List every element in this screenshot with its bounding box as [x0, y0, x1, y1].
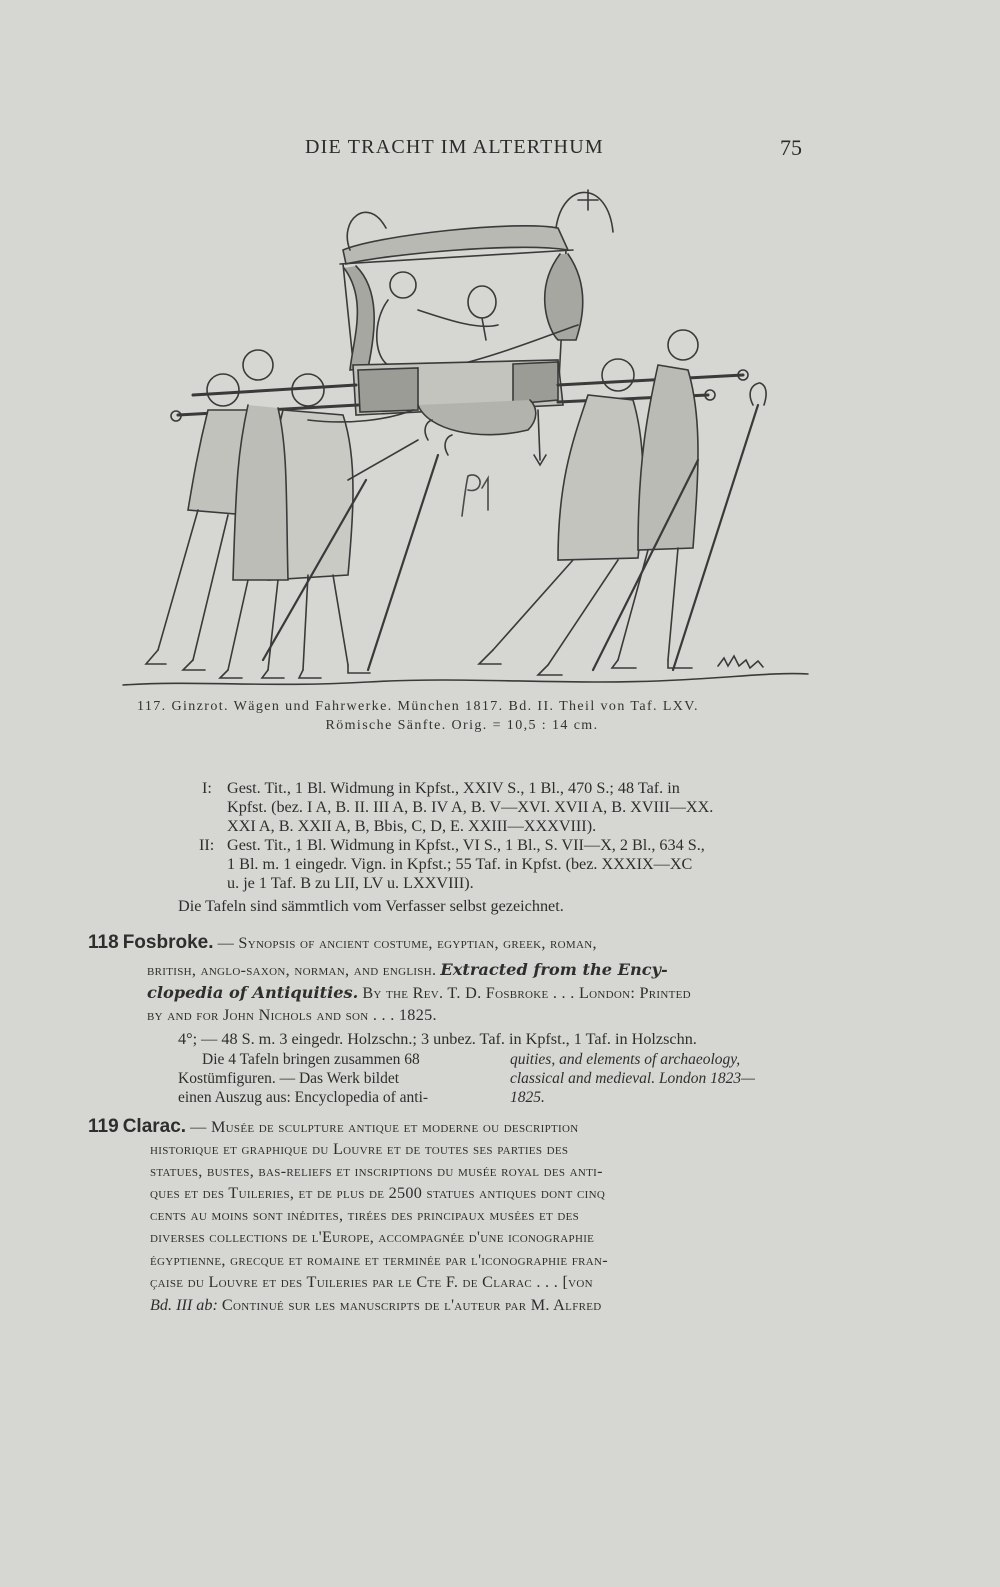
note-line: classical and medieval. London 1823— — [510, 1070, 755, 1087]
vol1-label: I: — [202, 779, 212, 797]
pencil-annotation-graphic — [456, 470, 496, 518]
entry-number: 119 — [88, 1116, 119, 1137]
collation-line: Gest. Tit., 1 Bl. Widmung in Kpfst., VI S., 1 Bl., S. VII—X, 2 Bl., 634 S., — [227, 836, 705, 854]
caption-line: 117. Ginzrot. Wägen und Fahrwerke. München 1817. Bd. II. Theil von Taf. LXV. — [137, 699, 699, 714]
entry-title-line: çaise du Louvre et des Tuileries par le Cte F. de Clarac . . . [von — [150, 1273, 593, 1291]
entry-title-line: historique et graphique du Louvre et de toutes ses parties des — [150, 1140, 569, 1158]
blackletter-title: clopedia of Antiquities. — [147, 983, 359, 1002]
entry-118-line3 — [147, 983, 691, 1003]
collation-line: 4°; — 48 S. m. 3 eingedr. Holzschn.; 3 unbez. Taf. in Kpfst., 1 Taf. in Holzschn. — [178, 1030, 697, 1048]
note-line: Kostümfiguren. — Das Werk bildet — [178, 1070, 400, 1087]
figure-caption — [137, 697, 827, 735]
collation-line: u. je 1 Taf. B zu LII, LV u. LXXVIII). — [227, 874, 474, 892]
plates-note: Die Tafeln sind sämmtlich vom Verfasser selbst gezeichnet. — [178, 897, 564, 915]
entry-119-last-line — [150, 1296, 602, 1315]
volume-note: Bd. III ab: — [150, 1296, 218, 1314]
entry-title-line: — Synopsis of ancient costume, egyptian, greek, roman, — [217, 934, 597, 952]
collation-line: Kpfst. (bez. I A, B. II. III A, B. IV A, B. V—XVI. XVII A, B. XVIII—XX. — [227, 798, 714, 816]
litter-engraving — [118, 180, 818, 700]
note-line: quities, and elements of archaeology, — [510, 1051, 741, 1068]
entry-title-line: by and for John Nichols and son . . . 1825. — [147, 1006, 437, 1024]
vol2-label: II: — [199, 836, 215, 854]
entry-author: Fosbroke. — [122, 932, 214, 953]
entry-title-line: Continué sur les manuscripts de l'auteur par M. Alfred — [221, 1296, 602, 1314]
note-line: 1825. — [510, 1089, 545, 1106]
entry-title-line: british, anglo-saxon, norman, and english. — [147, 961, 437, 979]
page-header — [0, 136, 1000, 170]
collation-line: 1 Bl. m. 1 eingedr. Vign. in Kpfst.; 55 Taf. in Kpfst. (bez. XXXIX—XC — [227, 855, 693, 873]
entry-title-line: By the Rev. T. D. Fosbroke . . . London: Printed — [362, 984, 691, 1002]
entry-title-line: statues, bustes, bas-reliefs et inscriptions du musée royal des anti- — [150, 1162, 603, 1180]
entry-title-line: ques et des Tuileries, et de plus de 2500 statues antiques dont cinq — [150, 1184, 606, 1202]
entry-number: 118 — [88, 932, 119, 953]
running-title: DIE TRACHT IM ALTERTHUM — [305, 136, 604, 158]
entry-title-line: égyptienne, grecque et romaine et terminée par l'iconographie fran- — [150, 1251, 608, 1269]
entry-119-heading — [88, 1117, 579, 1137]
collation-line: XXI A, B. XXII A, B, Bbis, C, D, E. XXIII—XXXVIII). — [227, 817, 597, 835]
blackletter-title: Extracted from the Ency- — [440, 960, 668, 979]
entry-title-line: — Musée de sculpture antique et moderne ou description — [190, 1118, 579, 1136]
entry-author: Clarac. — [122, 1116, 187, 1137]
entry-118-heading — [88, 933, 597, 953]
entry-title-line: diverses collections de l'Europe, accompagnée d'une iconographie — [150, 1228, 595, 1246]
note-line: einen Auszug aus: Encyclopedia of anti- — [178, 1089, 429, 1106]
entry-title-line: cents au moins sont inédites, tirées des principaux musées et des — [150, 1206, 580, 1224]
collation-line: Gest. Tit., 1 Bl. Widmung in Kpfst., XXIV S., 1 Bl., 470 S.; 48 Taf. in — [227, 779, 680, 797]
caption-line: Römische Sänfte. Orig. = 10,5 : 14 cm. — [325, 718, 599, 733]
entry-118-line2 — [147, 960, 668, 980]
note-line: Die 4 Tafeln bringen zusammen 68 — [202, 1051, 420, 1068]
page-number: 75 — [780, 135, 802, 160]
